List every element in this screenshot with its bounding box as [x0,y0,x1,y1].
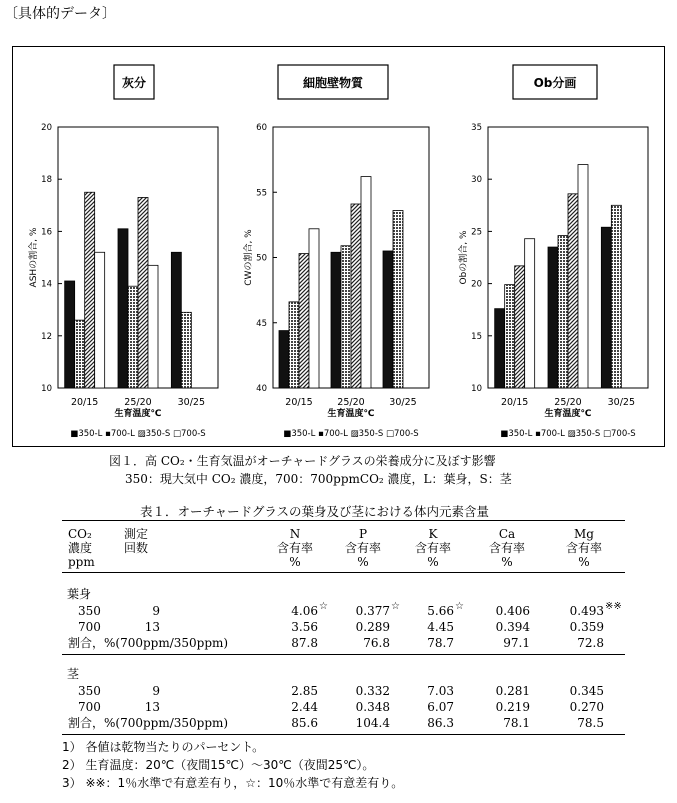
bar-350-S-20-15 [299,254,309,388]
chart-ash [13,47,228,446]
legend-item: ▪700-L [535,429,568,439]
figure-caption-line1: 図１．高 CO₂・生育気温がオーチャードグラスの栄養成分に及ぼす影響 [109,454,496,468]
cell-value: 7.03 [427,684,454,698]
x-tick-label: 25/20 [124,397,152,408]
legend-item: ▨350-S [137,429,173,439]
bar-700-L-25-20 [341,246,351,388]
bar-700-L-30-25 [181,312,191,388]
figure-caption-line2: 350：現大気中 CO₂ 濃度，700：700ppmCO₂ 濃度，L：葉身，S：茎 [125,472,512,486]
bar-350-L-30-25 [601,227,611,388]
ratio-label: 割合，%(700ppm/350ppm) [68,636,229,650]
significance-mark: ☆ [391,601,400,612]
bar-700-S-20-15 [309,229,319,388]
ratio-label: 割合，%(700ppm/350ppm) [68,716,229,730]
y-tick-label: 16 [41,227,52,238]
bar-700-S-20-15 [525,239,535,388]
row-measurement-count: 9 [152,604,160,618]
y-tick-label: 18 [41,175,52,186]
ratio-value: 76.8 [363,636,390,650]
cell-value: 3.56 [291,620,318,634]
cell-value: 0.281 [495,684,530,698]
header-percent-unit: % [289,555,301,569]
chart-title: 灰分 [121,76,147,90]
bar-700-L-20-15 [505,285,515,388]
bar-350-S-20-15 [85,192,95,388]
legend-item: ■350-L [70,429,106,439]
x-tick-label: 25/20 [337,397,365,408]
ratio-value: 78.5 [577,716,604,730]
legend-item: ▨350-S [567,429,603,439]
y-tick-label: 20 [41,123,52,133]
header-content-rate: 含有率 [565,541,602,555]
bar-700-S-25-20 [148,265,158,388]
cell-value: 4.45 [427,620,454,634]
bar-350-L-20-15 [65,281,75,388]
note-1: 1） 各値は乾物当たりのパーセント。 [62,740,265,754]
section-heading: 〔具体的データ〕 [4,6,116,22]
cell-value: 0.332 [355,684,390,698]
x-tick-label: 20/15 [285,397,313,408]
cell-value: 5.66 [427,604,454,618]
bar-350-S-20-15 [515,266,525,388]
bar-350-S-25-20 [568,194,578,388]
header-content-rate: 含有率 [488,541,525,555]
x-axis-label: 生育温度℃ [327,409,375,419]
cell-value: 0.345 [569,684,604,698]
cell-value: 2.44 [291,700,318,714]
figure-caption [109,452,512,488]
y-axis-label: CWの割合, % [244,229,254,286]
x-tick-label: 25/20 [554,397,582,408]
header-element-symbol: Mg [574,527,594,541]
section-label: 葉身 [67,587,92,601]
y-tick-label: 25 [471,227,482,238]
chart-legend [500,429,635,439]
header-content-rate: 含有率 [414,541,451,555]
bar-350-L-20-15 [279,331,289,388]
y-axis-label: Obの割合, % [459,230,469,285]
header-element-symbol: P [358,527,368,541]
header-percent-unit: % [578,555,590,569]
ratio-value: 85.6 [291,716,318,730]
header-bottom-rule [62,572,625,573]
y-tick-label: 60 [256,123,267,133]
header-element-symbol: N [289,527,301,541]
x-tick-label: 20/15 [70,397,99,408]
chart-legend [283,429,418,439]
header-percent-unit: % [501,555,513,569]
cell-value: 0.270 [569,700,604,714]
y-tick-label: 55 [256,188,267,199]
cell-value: 0.493 [569,604,604,618]
ratio-value: 97.1 [503,636,530,650]
header-co2-concentration: 濃度 [68,541,93,555]
header-co2-concentration: ppm [68,555,95,569]
header-percent-unit: % [357,555,369,569]
ratio-value: 87.8 [291,636,318,650]
legend-item: ■350-L [500,429,536,439]
significance-mark: ☆ [319,601,328,612]
y-tick-label: 14 [41,279,52,290]
y-tick-label: 10 [41,384,52,394]
table-title: 表１．オーチャードグラスの葉身及び茎における体内元素含量 [140,504,490,519]
bar-350-L-20-15 [495,309,505,388]
y-tick-label: 15 [471,331,482,342]
legend-item: □700-S [602,429,636,439]
chart-title: 細胞壁物質 [302,76,364,90]
x-axis-label: 生育温度℃ [544,409,592,419]
bar-700-L-30-25 [393,211,403,388]
y-axis-label: ASHの割合, % [29,227,39,288]
row-measurement-count: 13 [144,620,160,634]
chart-legend [70,429,205,439]
row-co2-ppm: 350 [78,684,101,698]
cell-value: 4.06 [291,604,318,618]
bar-700-S-25-20 [578,165,588,388]
header-co2-concentration: CO₂ [68,527,92,541]
y-tick-label: 30 [471,175,482,186]
row-measurement-count: 13 [144,700,160,714]
bar-350-L-30-25 [383,251,393,388]
legend-item: ▪700-L [318,429,351,439]
cell-value: 0.394 [495,620,530,634]
note-2: 2） 生育温度：20℃（夜間15℃）～30℃（夜間25℃）。 [62,758,375,772]
legend-item: ▪700-L [105,429,138,439]
header-content-rate: 含有率 [344,541,381,555]
legend-item: □700-S [172,429,206,439]
ratio-value: 78.7 [427,636,454,650]
x-tick-label: 30/25 [389,397,417,408]
ratio-value: 78.1 [503,716,530,730]
table-bottom-rule [62,734,625,735]
header-element-symbol: K [428,527,438,541]
y-tick-label: 35 [471,123,482,133]
row-co2-ppm: 700 [78,700,101,714]
cell-value: 0.219 [495,700,530,714]
figure-charts-panel [12,46,665,447]
ratio-value: 104.4 [355,716,390,730]
chart-cell-wall [228,47,443,446]
y-tick-label: 50 [256,253,267,264]
bar-700-S-25-20 [361,177,371,388]
bar-350-S-25-20 [138,197,148,388]
header-measurement-count: 測定 [124,527,149,541]
x-tick-label: 20/15 [500,397,529,408]
x-tick-label: 30/25 [177,397,206,408]
y-tick-label: 12 [41,331,52,342]
header-element-symbol: Ca [498,527,516,541]
bar-350-L-25-20 [548,247,558,388]
header-measurement-count: 回数 [124,541,149,555]
row-measurement-count: 9 [152,684,160,698]
section-divider-rule [62,654,625,655]
table-top-rule [62,520,625,521]
bar-700-L-25-20 [558,236,568,388]
cell-value: 0.348 [355,700,390,714]
cell-value: 0.406 [495,604,530,618]
y-tick-label: 20 [471,279,482,290]
cell-value: 6.07 [427,700,454,714]
bar-350-L-30-25 [171,252,181,388]
bar-700-S-20-15 [95,252,105,388]
ratio-value: 86.3 [427,716,454,730]
legend-item: ▨350-S [350,429,386,439]
bar-700-L-30-25 [611,205,621,388]
cell-value: 2.85 [291,684,318,698]
significance-mark: ☆ [455,601,464,612]
y-tick-label: 40 [256,384,267,394]
bar-350-S-25-20 [351,204,361,388]
bar-700-L-25-20 [128,286,138,388]
note-3: 3） ※※：1％水準で有意差有り，☆：10％水準で有意差有り。 [62,776,404,790]
chart-ob-fraction [443,47,664,446]
header-percent-unit: % [427,555,439,569]
bar-350-L-25-20 [331,252,341,388]
cell-value: 0.289 [355,620,390,634]
bar-700-L-20-15 [289,302,299,388]
y-tick-label: 45 [256,318,267,329]
header-content-rate: 含有率 [276,541,313,555]
bar-350-L-25-20 [118,229,128,388]
bar-700-L-20-15 [75,320,85,388]
x-tick-label: 30/25 [607,397,636,408]
legend-item: ■350-L [283,429,319,439]
legend-item: □700-S [385,429,419,439]
section-label: 茎 [67,667,80,681]
ratio-value: 72.8 [577,636,604,650]
cell-value: 0.377 [355,604,390,618]
chart-title: Ob分画 [533,76,577,90]
x-axis-label: 生育温度℃ [114,409,162,419]
row-co2-ppm: 700 [78,620,101,634]
cell-value: 0.359 [569,620,604,634]
row-co2-ppm: 350 [78,604,101,618]
significance-mark: ※※ [605,601,622,612]
y-tick-label: 10 [471,384,482,394]
